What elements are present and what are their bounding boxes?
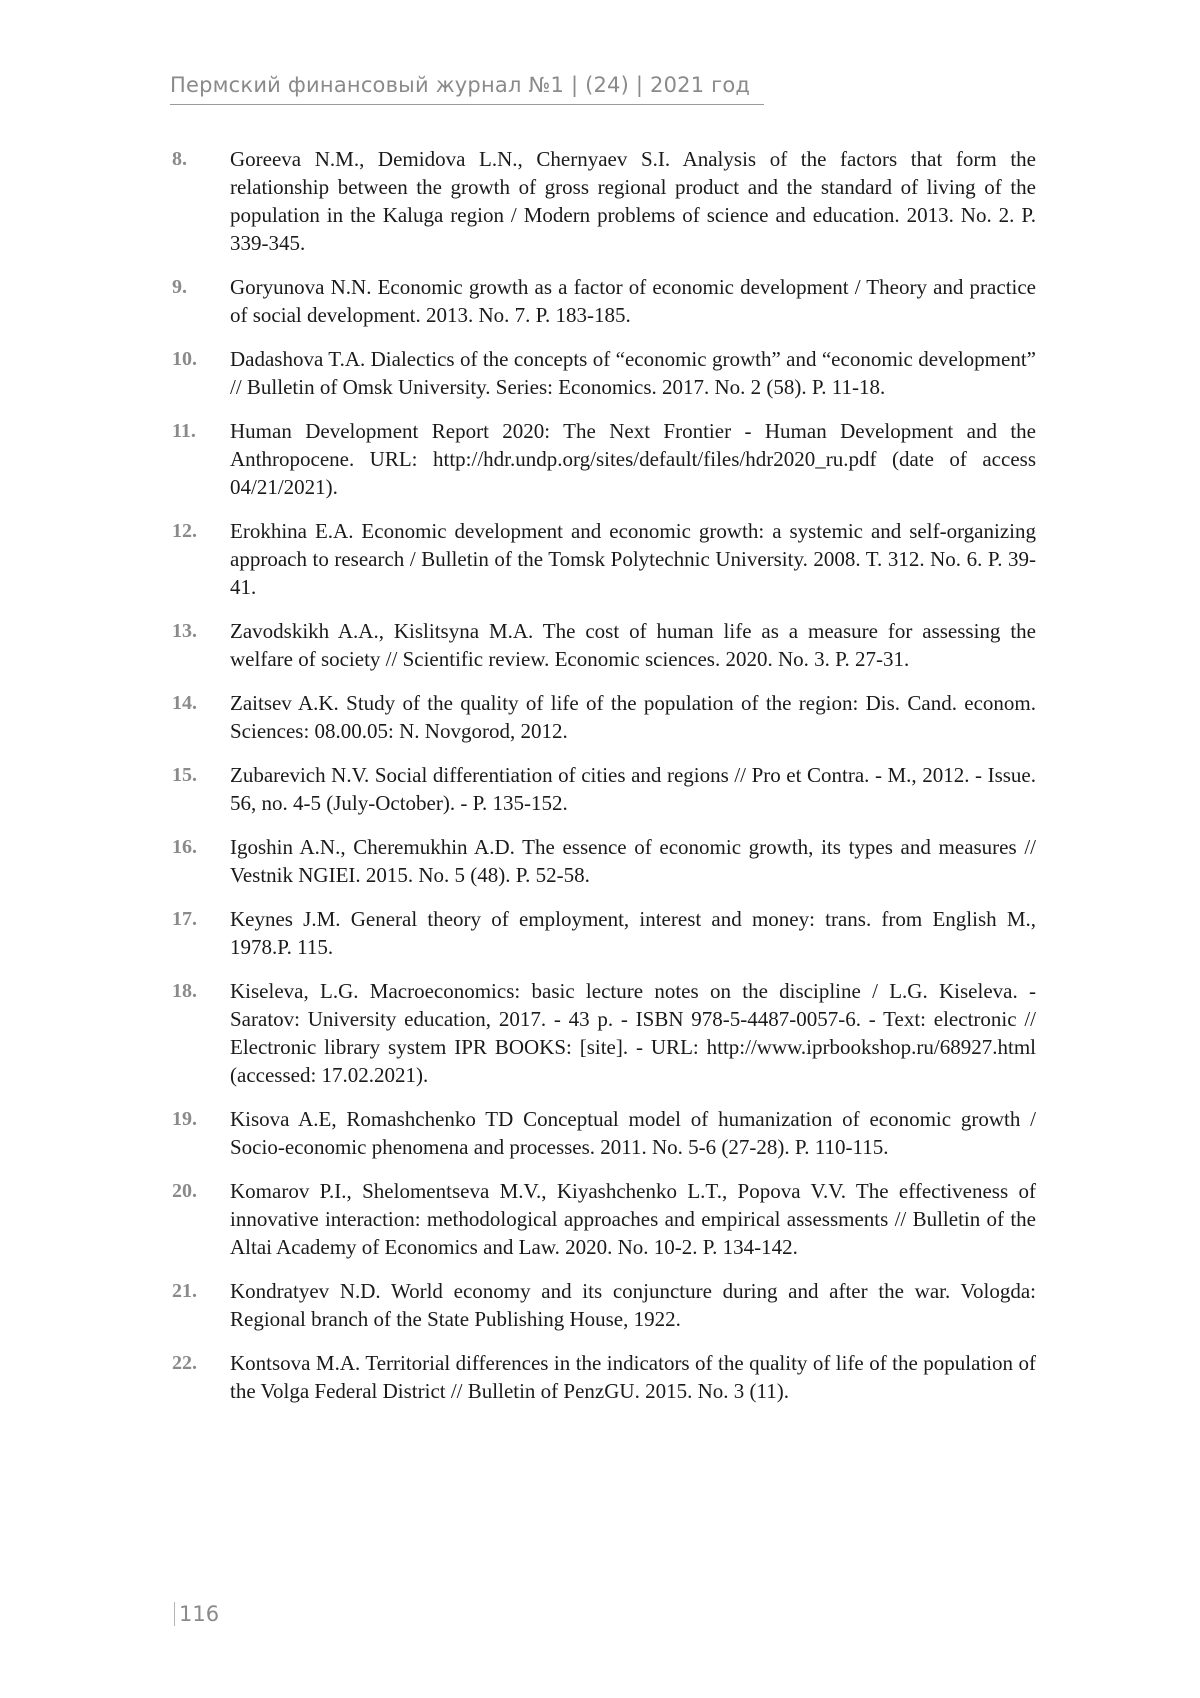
reference-number: 22. — [172, 1352, 197, 1374]
reference-item — [172, 145, 1036, 257]
reference-text: Keynes J.M. General theory of employment, interest and money: trans. from English M., 1978.P. 115. — [230, 907, 1036, 959]
reference-number: 8. — [172, 148, 187, 170]
reference-item — [172, 761, 1036, 817]
reference-number: 9. — [172, 276, 187, 298]
reference-number: 15. — [172, 764, 197, 786]
reference-item — [172, 833, 1036, 889]
reference-text: Igoshin A.N., Cheremukhin A.D. The essence of economic growth, its types and measures // Vestnik NGIEI. 2015. No. 5 (48). P. 52-58. — [230, 835, 1036, 887]
reference-number: 12. — [172, 520, 197, 542]
reference-list — [172, 145, 1036, 1421]
page-number: 116 — [179, 1602, 220, 1626]
reference-item — [172, 345, 1036, 401]
running-header: Пермский финансовый журнал №1 | (24) | 2021 год — [170, 73, 751, 97]
reference-text: Goreeva N.M., Demidova L.N., Chernyaev S.I. Analysis of the factors that form the relationship between the growth of gross regional product and the standard of living of the population in the Kaluga region / Modern problems of science and education. 2013. No. 2. P. 339-345. — [230, 147, 1036, 255]
reference-item — [172, 417, 1036, 501]
reference-text: Zavodskikh A.A., Kislitsyna M.A. The cost of human life as a measure for assessing the welfare of society // Scientific review. Economic sciences. 2020. No. 3. P. 27-31. — [230, 619, 1036, 671]
reference-item — [172, 1277, 1036, 1333]
reference-number: 20. — [172, 1180, 197, 1202]
reference-number: 17. — [172, 908, 197, 930]
reference-text: Kontsova M.A. Territorial differences in the indicators of the quality of life of the population of the Volga Federal District // Bulletin of PenzGU. 2015. No. 3 (11). — [230, 1351, 1036, 1403]
reference-item — [172, 1105, 1036, 1161]
reference-text: Human Development Report 2020: The Next Frontier - Human Development and the Anthropocene. URL: http://hdr.undp.org/sites/default/files/hdr2020_ru.pdf (date of access 04/21/2021). — [230, 419, 1036, 499]
reference-text: Komarov P.I., Shelomentseva M.V., Kiyashchenko L.T., Popova V.V. The effectiveness of innovative interaction: methodological approaches and empirical assessments // Bulletin of the Altai Academy of Economics and Law. 2020. No. 10-2. P. 134-142. — [230, 1179, 1036, 1259]
reference-number: 18. — [172, 980, 197, 1002]
reference-item — [172, 905, 1036, 961]
reference-number: 19. — [172, 1108, 197, 1130]
reference-text: Dadashova T.A. Dialectics of the concepts of “economic growth” and “economic development” // Bulletin of Omsk University. Series: Economics. 2017. No. 2 (58). P. 11-18. — [230, 347, 1036, 399]
reference-item — [172, 517, 1036, 601]
header-rule — [170, 104, 764, 105]
page-number-bar — [174, 1602, 175, 1626]
reference-number: 13. — [172, 620, 197, 642]
reference-text: Kondratyev N.D. World economy and its conjuncture during and after the war. Vologda: Regional branch of the State Publishing House, 1922. — [230, 1279, 1036, 1331]
reference-item — [172, 617, 1036, 673]
reference-item — [172, 689, 1036, 745]
reference-item — [172, 1177, 1036, 1261]
reference-text: Kisova A.E, Romashchenko TD Conceptual model of humanization of economic growth / Socio-economic phenomena and processes. 2011. No. 5-6 (27-28). P. 110-115. — [230, 1107, 1036, 1159]
reference-text: Goryunova N.N. Economic growth as a factor of economic development / Theory and practice of social development. 2013. No. 7. P. 183-185. — [230, 275, 1036, 327]
reference-number: 10. — [172, 348, 197, 370]
reference-item — [172, 1349, 1036, 1405]
reference-number: 21. — [172, 1280, 197, 1302]
reference-item — [172, 977, 1036, 1089]
page-footer — [174, 1602, 219, 1626]
reference-text: Zaitsev A.K. Study of the quality of life of the population of the region: Dis. Cand. econom. Sciences: 08.00.05: N. Novgorod, 2012. — [230, 691, 1036, 743]
reference-item — [172, 273, 1036, 329]
reference-number: 14. — [172, 692, 197, 714]
reference-text: Zubarevich N.V. Social differentiation of cities and regions // Pro et Contra. - M., 2012. - Issue. 56, no. 4-5 (July-October). - P. 135-152. — [230, 763, 1036, 815]
reference-text: Kiseleva, L.G. Macroeconomics: basic lecture notes on the discipline / L.G. Kiseleva. - Saratov: University education, 2017. - 43 p. - ISBN 978-5-4487-0057-6. - Text: electronic // Electronic library system IPR BOOKS: [site]. - URL: http://www.iprbookshop.ru/68927.html (accessed: 17.02.2021). — [230, 979, 1036, 1087]
reference-number: 11. — [172, 420, 196, 442]
reference-number: 16. — [172, 836, 197, 858]
reference-text: Erokhina E.A. Economic development and economic growth: a systemic and self-organizing approach to research / Bulletin of the Tomsk Polytechnic University. 2008. T. 312. No. 6. P. 39-41. — [230, 519, 1036, 599]
